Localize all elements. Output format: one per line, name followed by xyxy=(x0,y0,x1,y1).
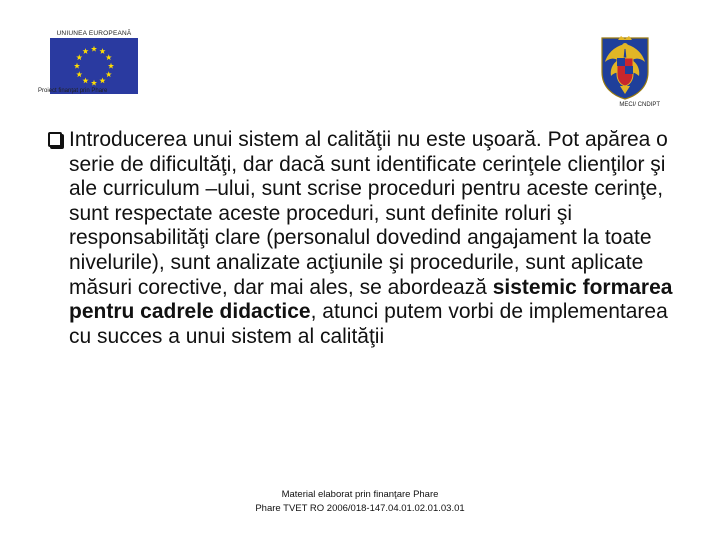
eu-star xyxy=(99,48,105,54)
eu-stars xyxy=(50,38,138,94)
footer-line-2: Phare TVET RO 2006/018-147.04.01.02.01.03.01 xyxy=(255,503,465,514)
checkbox-bullet-icon xyxy=(48,132,62,147)
eu-flag-icon xyxy=(50,38,138,94)
eu-star xyxy=(91,46,97,52)
eu-star xyxy=(99,78,105,84)
main-content xyxy=(48,128,688,349)
paragraph-start: Introducerea unui sistem al calităţii nu este uşoară. Pot apărea o serie de dificultăţi, dar dacă sunt identificate cerinţele clienţilor şi ale curriculum –ului, sunt scrise proceduri pentru aceste cerinţe, sunt respectate aceste proceduri, sunt definite roluri şi responsabilităţi clare (personalul dovedind angajament la toate nivelurile), sunt analizate acţiunile şi procedurile, sunt aplicate măsuri corective, dar mai ales, se abordează xyxy=(69,128,668,299)
eu-caption: Proiect finanţat prin Phare xyxy=(38,88,108,94)
eu-star xyxy=(74,63,80,69)
eu-star xyxy=(91,80,97,86)
eu-star xyxy=(106,54,112,60)
ministry-logo-block xyxy=(590,30,670,110)
footer-line-1: Material elaborat prin finanţare Phare xyxy=(281,489,439,500)
eu-star xyxy=(106,71,112,77)
eu-star xyxy=(82,48,88,54)
eu-star xyxy=(76,54,82,60)
eu-star xyxy=(108,63,114,69)
eu-star xyxy=(76,71,82,77)
romania-coat-of-arms-icon xyxy=(598,34,652,100)
paragraph-bold: sistemic formarea pentru cadrele didactice xyxy=(69,275,673,324)
bullet-item xyxy=(48,128,688,349)
eu-star xyxy=(82,78,88,84)
bullet-paragraph xyxy=(69,128,688,349)
eu-title: UNIUNEA EUROPEANĂ xyxy=(56,30,132,37)
ministry-caption: MECI/ CNDIPT xyxy=(619,102,660,108)
footer xyxy=(150,488,570,516)
paragraph-end: , atunci putem vorbi de implementarea cu succes a unui sistem al calităţii xyxy=(69,300,668,348)
